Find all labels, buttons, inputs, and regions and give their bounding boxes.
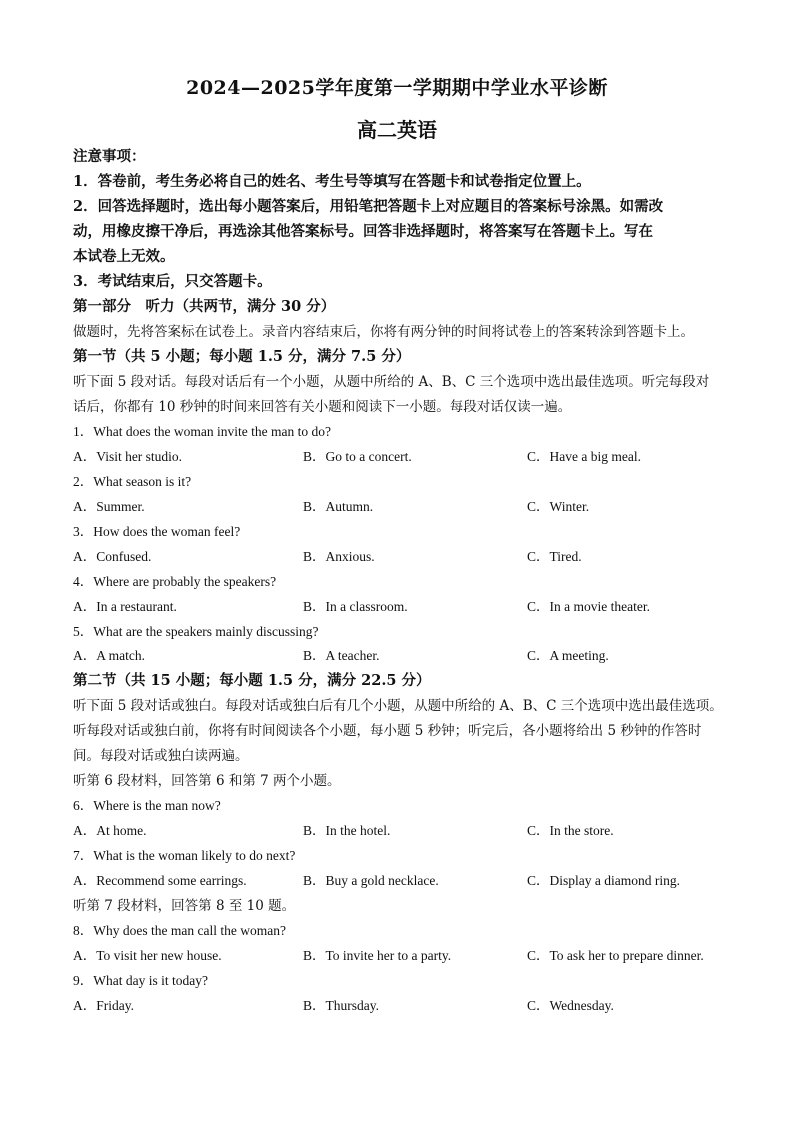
question-3-option-b: B．Anxious. <box>303 549 375 564</box>
section2-directions-line-3: 间。每段对话或独白读两遍。 <box>73 748 249 764</box>
question-3-stem: 3．How does the woman feel? <box>73 524 241 539</box>
section1-directions-line-2: 话后，你都有 10 秒钟的时间来回答有关小题和阅读下一小题。每段对话仅读一遍。 <box>73 399 572 415</box>
question-1-option-b: B．Go to a concert. <box>303 449 412 464</box>
question-5-option-a: A．A match. <box>73 648 145 663</box>
question-1-stem: 1．What does the woman invite the man to do? <box>73 424 331 439</box>
question-4-stem: 4．Where are probably the speakers? <box>73 574 277 589</box>
material-6-note: 听第 6 段材料，回答第 6 和第 7 两个小题。 <box>73 773 341 789</box>
question-6-stem: 6．Where is the man now? <box>73 798 221 813</box>
question-2-stem: 2．What season is it? <box>73 474 192 489</box>
question-7-option-c: C．Display a diamond ring. <box>527 873 680 888</box>
question-7-stem: 7．What is the woman likely to do next? <box>73 848 296 863</box>
question-9-stem: 9．What day is it today? <box>73 973 208 988</box>
question-6-option-b: B．In the hotel. <box>303 823 391 838</box>
section2-heading: 第二节（共 15 小题；每小题 1.5 分，满分 22.5 分） <box>73 672 431 689</box>
question-4-option-b: B．In a classroom. <box>303 599 408 614</box>
question-5-option-c: C．A meeting. <box>527 648 609 663</box>
question-2-option-c: C．Winter. <box>527 499 590 514</box>
question-6-option-c: C．In the store. <box>527 823 614 838</box>
notice-heading: 注意事项： <box>73 148 146 165</box>
question-7-option-b: B．Buy a gold necklace. <box>303 873 439 888</box>
question-4-option-c: C．In a movie theater. <box>527 599 650 614</box>
section2-directions-line-2: 听每段对话或独白前，你将有时间阅读各个小题，每小题 5 秒钟；听完后，各小题将给出 5 秒钟的作答时 <box>73 723 702 739</box>
question-9-option-b: B．Thursday. <box>303 998 379 1013</box>
question-2-option-b: B．Autumn. <box>303 499 374 514</box>
question-5-option-b: B．A teacher. <box>303 648 380 663</box>
question-7-option-a: A．Recommend some earrings. <box>73 873 247 888</box>
question-8-option-a: A．To visit her new house. <box>73 948 222 963</box>
notice-item-1: 1．答卷前，考生务必将自己的姓名、考生号等填写在答题卡和试卷指定位置上。 <box>73 173 591 190</box>
question-8-option-c: C．To ask her to prepare dinner. <box>527 948 704 963</box>
notice-item-3: 3．考试结束后，只交答题卡。 <box>73 273 272 290</box>
question-8-stem: 8．Why does the man call the woman? <box>73 923 286 938</box>
notice-item-2-line-1: 2．回答选择题时，选出每小题答案后，用铅笔把答题卡上对应题目的答案标号涂黑。如需改 <box>73 198 664 215</box>
question-6-option-a: A．At home. <box>73 823 147 838</box>
question-5-stem: 5．What are the speakers mainly discussing? <box>73 624 319 639</box>
part1-heading: 第一部分 听力（共两节，满分 30 分） <box>73 298 336 315</box>
section1-heading: 第一节（共 5 小题；每小题 1.5 分，满分 7.5 分） <box>73 348 411 365</box>
section1-directions-line-1: 听下面 5 段对话。每段对话后有一个小题，从题中所给的 A、B、C 三个选项中选出最佳选项。听完每段对 <box>73 374 710 390</box>
material-7-note: 听第 7 段材料，回答第 8 至 10 题。 <box>73 898 296 914</box>
question-3-option-a: A．Confused. <box>73 549 152 564</box>
part1-instruction: 做题时，先将答案标在试卷上。录音内容结束后，你将有两分钟的时间将试卷上的答案转涂到答题卡上。 <box>73 324 694 340</box>
exam-title: 2024—2025学年度第一学期期中学业水平诊断 <box>186 77 608 99</box>
question-9-option-c: C．Wednesday. <box>527 998 614 1013</box>
notice-item-2-line-2: 动，用橡皮擦干净后，再选涂其他答案标号。回答非选择题时，将答案写在答题卡上。写在 <box>73 223 653 240</box>
section2-directions-line-1: 听下面 5 段对话或独白。每段对话或独白后有几个小题，从题中所给的 A、B、C 三个选项中选出最佳选项。 <box>73 698 723 714</box>
question-1-option-c: C．Have a big meal. <box>527 449 641 464</box>
question-1-option-a: A．Visit her studio. <box>73 449 183 464</box>
notice-item-2-line-3: 本试卷上无效。 <box>73 248 175 265</box>
question-9-option-a: A．Friday. <box>73 998 134 1013</box>
question-8-option-b: B．To invite her to a party. <box>303 948 452 963</box>
exam-subtitle: 高二英语 <box>357 118 437 142</box>
question-3-option-c: C．Tired. <box>527 549 582 564</box>
question-4-option-a: A．In a restaurant. <box>73 599 177 614</box>
question-2-option-a: A．Summer. <box>73 499 145 514</box>
